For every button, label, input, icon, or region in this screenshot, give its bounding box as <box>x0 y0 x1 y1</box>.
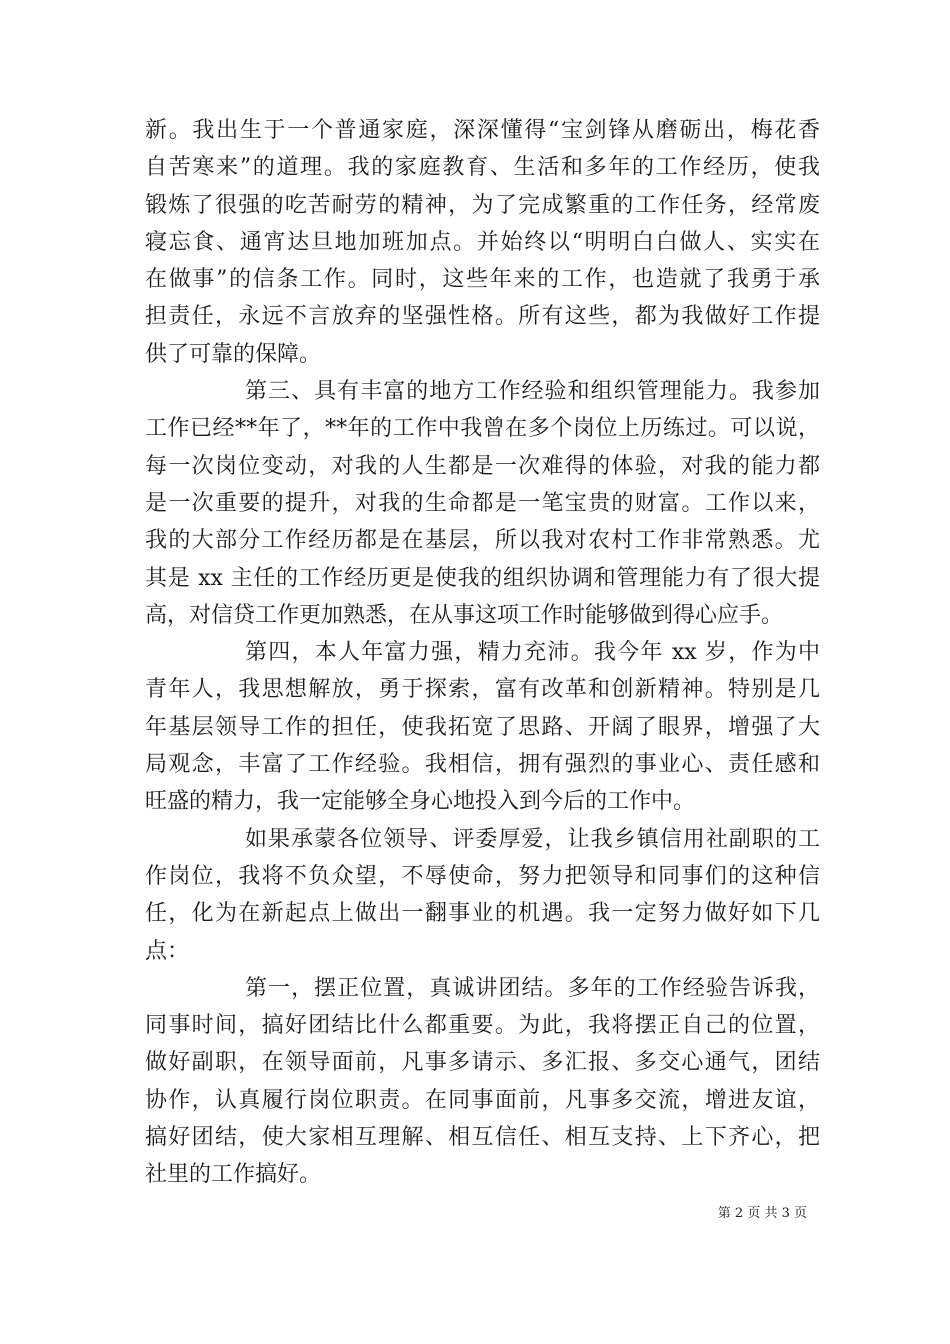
text-line: 青年人，我思想解放，勇于探索，富有改革和创新精神。特别是几 <box>145 677 820 703</box>
text-line: 搞好团结，使大家相互理解、相互信任、相互支持、上下齐心，把 <box>145 1125 820 1151</box>
text-line: 局观念，丰富了工作经验。我相信，拥有强烈的事业心、责任感和 <box>145 752 820 778</box>
text-line: 每一次岗位变动，对我的人生都是一次难得的体验，对我的能力都 <box>145 453 820 479</box>
text-line: 第三、具有丰富的地方工作经验和组织管理能力。我参加 <box>245 379 820 405</box>
text-line: 高，对信贷工作更加熟悉，在从事这项工作时能够做到得心应手。 <box>145 602 784 628</box>
document-body <box>145 112 820 1194</box>
text-line: 年基层领导工作的担任，使我拓宽了思路、开阔了眼界，增强了大 <box>145 714 820 740</box>
text-line: 协作，认真履行岗位职责。在同事面前，凡事多交流，增进友谊， <box>145 1087 820 1113</box>
text-line: 旺盛的精力，我一定能够全身心地投入到今后的工作中。 <box>145 789 696 815</box>
text-line: 供了可靠的保障。 <box>145 341 322 367</box>
text-line: 第四，本人年富力强，精力充沛。我今年 xx 岁，作为中 <box>245 640 820 666</box>
text-line: 任，化为在新起点上做出一翻事业的机遇。我一定努力做好如下几 <box>145 901 820 927</box>
text-line: 作岗位，我将不负众望，不辱使命，努力把领导和同事们的这种信 <box>145 863 820 889</box>
text-line: 点： <box>145 938 190 964</box>
text-line: 是一次重要的提升，对我的生命都是一笔宝贵的财富。工作以来， <box>145 490 820 516</box>
text-line: 社里的工作搞好。 <box>145 1162 322 1188</box>
text-line: 锻炼了很强的吃苦耐劳的精神，为了完成繁重的工作任务，经常废 <box>145 192 820 218</box>
text-line: 自苦寒来”的道理。我的家庭教育、生活和多年的工作经历，使我 <box>145 155 820 181</box>
text-line: 如果承蒙各位领导、评委厚爱，让我乡镇信用社副职的工 <box>245 826 820 852</box>
text-line: 我的大部分工作经历都是在基层，所以我对农村工作非常熟悉。尤 <box>145 528 820 554</box>
text-line: 新。我出生于一个普通家庭，深深懂得“宝剑锋从磨砺出，梅花香 <box>145 118 820 143</box>
text-line: 寝忘食、通宵达旦地加班加点。并始终以“明明白白做人、实实在 <box>145 229 820 255</box>
text-line: 担责任，永远不言放弃的坚强性格。所有这些，都为我做好工作提 <box>145 304 820 330</box>
text-line: 在做事”的信条工作。同时，这些年来的工作，也造就了我勇于承 <box>145 267 820 293</box>
paragraph-lines <box>145 112 820 1194</box>
text-line: 做好副职，在领导面前，凡事多请示、多汇报、多交心通气，团结 <box>145 1050 820 1076</box>
text-line: 其是 xx 主任的工作经历更是使我的组织协调和管理能力有了很大提 <box>145 565 820 591</box>
text-line: 同事时间，搞好团结比什么都重要。为此，我将摆正自己的位置， <box>145 1013 820 1039</box>
text-line: 工作已经**年了，**年的工作中我曾在多个岗位上历练过。可以说， <box>145 416 820 442</box>
text-line: 第一，摆正位置，真诚讲团结。多年的工作经验告诉我， <box>245 975 820 1001</box>
page-number: 第 2 页 共 3 页 <box>717 1206 807 1221</box>
